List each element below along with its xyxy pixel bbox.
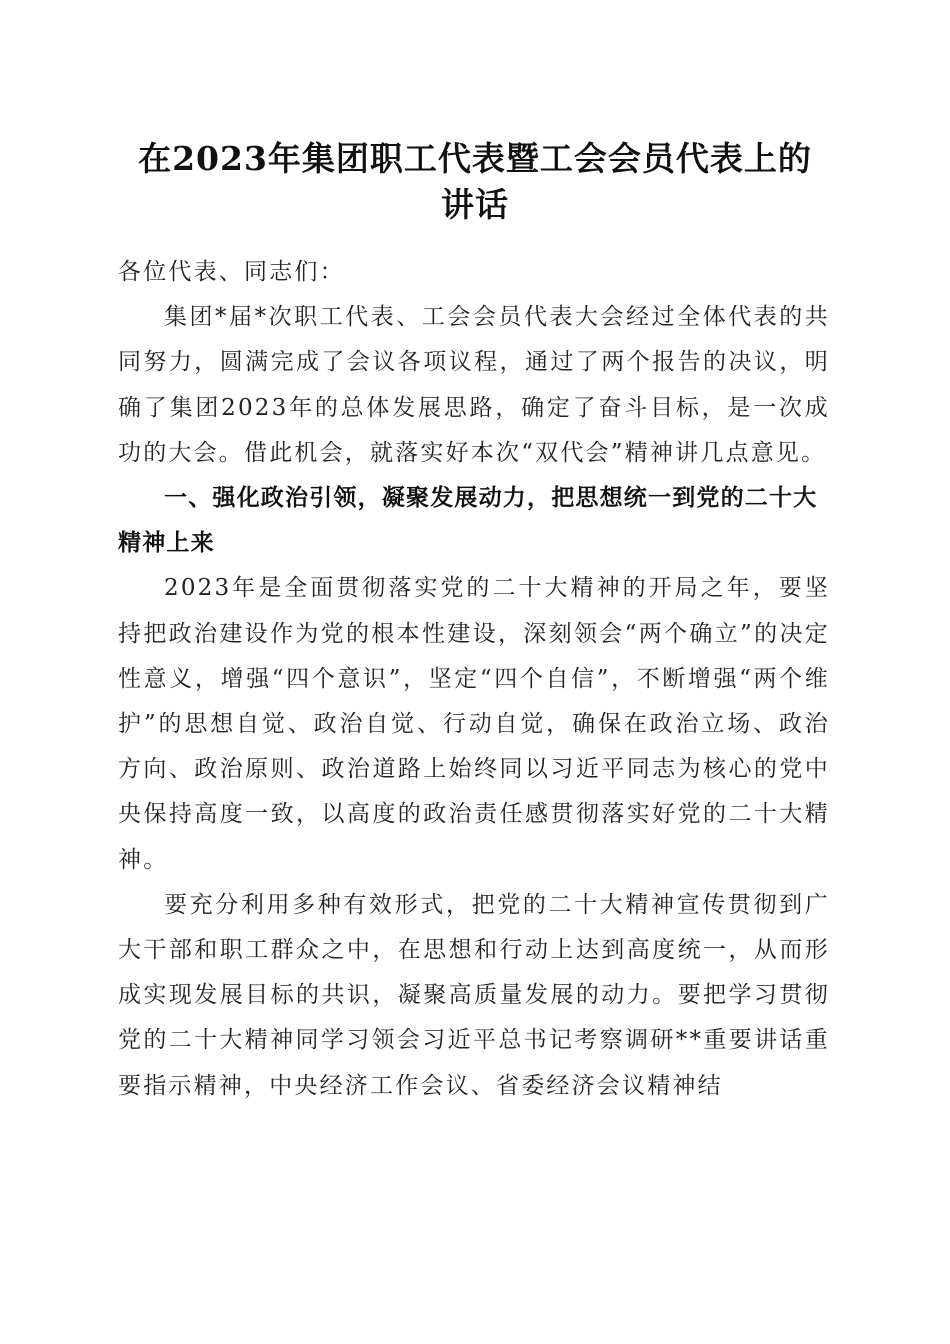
salutation: 各位代表、同志们：: [118, 259, 345, 285]
intro-paragraph: 集团*届*次职工代表、工会会员代表大会经过全体代表的共同努力，圆满完成了会议各项议程，通过了两个报告的决议，明确了集团2023年的总体发展思路，确定了奋斗目标，是一次成功的大会。借此机会，就落实好本次“双代会”精神讲几点意见。: [118, 304, 830, 466]
title-line-2: 讲话: [441, 185, 509, 224]
section-1-paragraph-2: 要充分利用多种有效形式，把党的二十大精神宣传贯彻到广大干部和职工群众之中，在思想和行动上达到高度统一，从而形成实现发展目标的共识，凝聚高质量发展的动力。要把学习贯彻党的二十大精神同学习领会习近平总书记考察调研**重要讲话重要指示精神，中央经济工作会议、省委经济会议精神结: [118, 891, 830, 1099]
document-body: [118, 250, 830, 1109]
section-1-paragraph-1: 2023年是全面贯彻落实党的二十大精神的开局之年，要坚持把政治建设作为党的根本性建设，深刻领会“两个确立”的决定性意义，增强“四个意识”，坚定“四个自信”，不断增强“两个维护”的思想自觉、政治自觉、行动自觉，确保在政治立场、政治方向、政治原则、政治道路上始终同以习近平同志为核心的党中央保持高度一致，以高度的政治责任感贯彻落实好党的二十大精神。: [118, 575, 830, 873]
title-line-1: 在2023年集团职工代表暨工会会员代表上的: [138, 139, 812, 178]
document-title: [110, 136, 840, 228]
section-1-heading: 一、强化政治引领，凝聚发展动力，把思想统一到党的二十大精神上来: [118, 485, 818, 557]
